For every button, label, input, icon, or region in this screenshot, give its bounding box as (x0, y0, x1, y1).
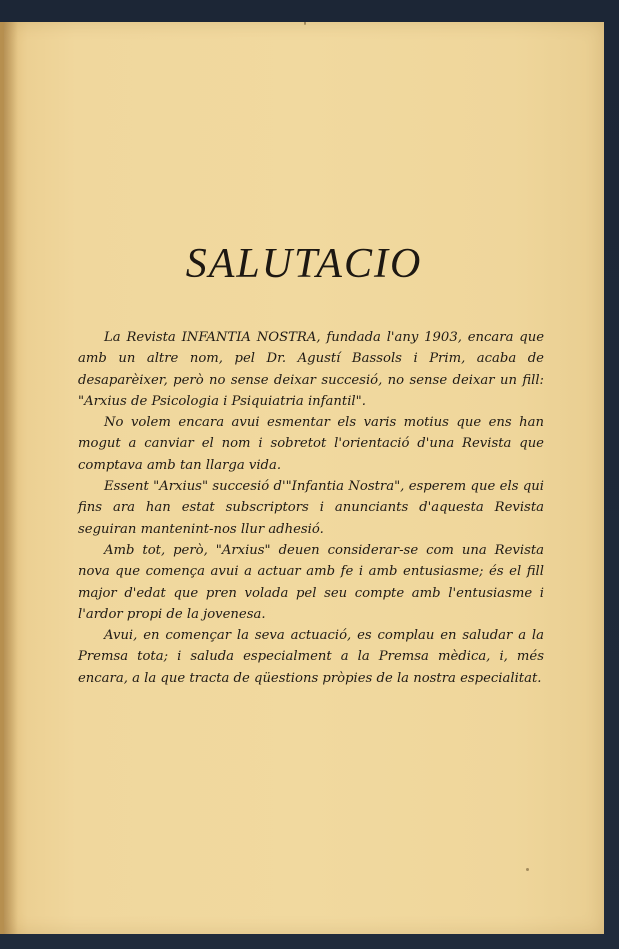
body-text (78, 327, 544, 689)
page-gutter-shadow (4, 22, 18, 934)
paragraph: Essent "Arxius" succesió d'"Infantia Nostra", esperem que els qui fins ara han estat subscriptors i anunciants d'aquesta Revista seguiran mantenint-nos llur adhesió. (78, 479, 544, 537)
paper-speck (304, 22, 306, 25)
page-title: SALUTACIO (185, 241, 423, 287)
paragraph: Avui, en començar la seva actuació, es complau en saludar a la Premsa tota; i saluda especialment a la Premsa mèdica, i, més encara, a la que tracta de qüestions pròpies de la nostra especialitat. (78, 628, 544, 686)
document-page (4, 22, 604, 934)
paragraph: No volem encara avui esmentar els varis motius que ens han mogut a canviar el nom i sobretot l'orientació d'una Revista que comptava amb tan llarga vida. (78, 415, 544, 473)
paragraph: La Revista INFANTIA NOSTRA, fundada l'any 1903, encara que amb un altre nom, pel Dr. Agustí Bassols i Prim, acaba de desaparèixer, però no sense deixar succesió, no sense deixar un fill: "Arxius de Psicologia i Psiquiatria infantil". (78, 330, 544, 409)
paper-speck (526, 868, 529, 871)
paragraph: Amb tot, però, "Arxius" deuen considerar-se com una Revista nova que comença avui a actuar amb fe i amb entusiasme; és el fill major d'edat que pren volada pel seu compte amb l'entusiasme i l'ardor propi de la jovenesa. (78, 542, 544, 622)
